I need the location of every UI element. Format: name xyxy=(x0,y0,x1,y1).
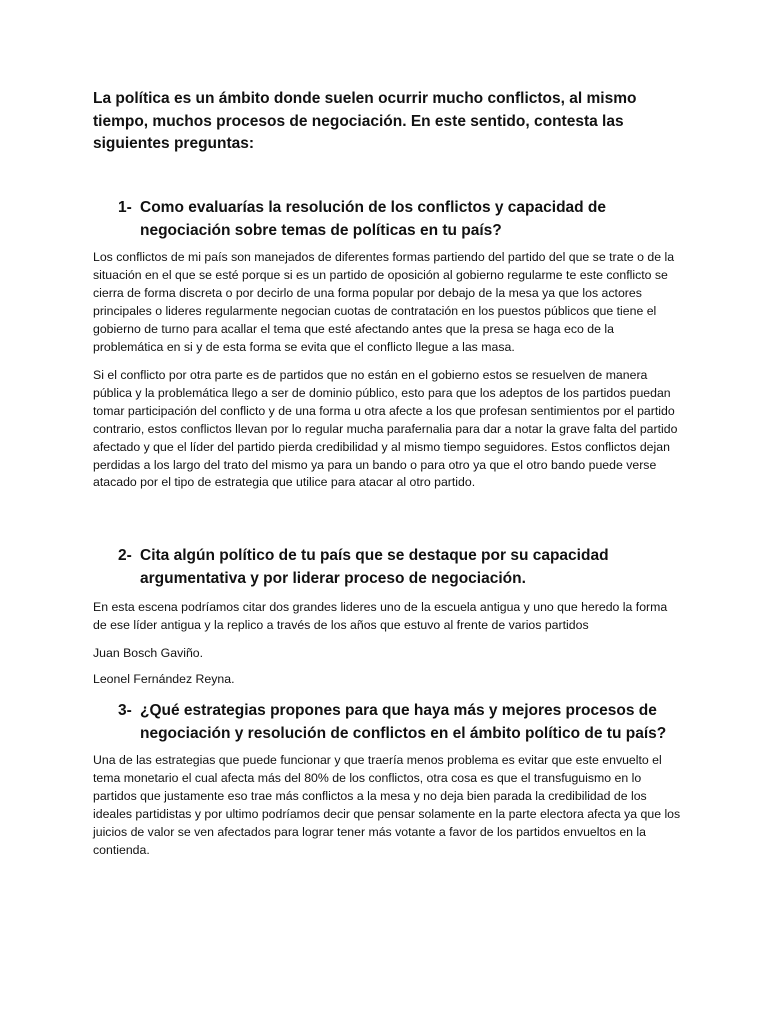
answer-3-paragraph: Una de las estrategias que puede funcionar y que traería menos problema es evitar que este envuelto el tema monetario el cual afecta más del 80% de los conflictos, otra cosa es que el transfuguismo en lo partidos que justamente eso trae más conflictos a la mesa y no deja bien parada la credibilidad de los ideales partidistas y por ultimo podríamos decir que pensar solamente en la parte electora afecta ya que los juicios de valor se ven afectados para lograr tener más votante a favor de los partidos envueltos en la contienda. xyxy=(93,753,681,857)
answer-1-paragraph-2: Si el conflicto por otra parte es de partidos que no están en el gobierno estos se resuelven de manera pública y la problemática llego a ser de dominio público, esto para que los adeptos de los partidos puedan tomar participación del conflicto y de una forma u otra afecte a los que profesan sentimientos por el partido contrario, estos conflictos llevan por lo regular mucha parafernalia para dar a notar la grave falta del partido afectado y que el líder del partido pierda credibilidad y al mismo tiempo seguidores. Estos conflictos dejan perdidas a los largo del trato del mismo ya para un bando o para otro ya que el otro bando puede verse atacado por el tipo de estrategia que utilice para atacar al otro partido. xyxy=(93,368,678,490)
politician-name-2: Leonel Fernández Reyna. xyxy=(93,672,235,686)
question-3-number: 3- xyxy=(118,702,132,719)
answer-2-paragraph: En esta escena podríamos citar dos grandes lideres uno de la escuela antigua y uno que heredo la forma de ese líder antigua y la replico a través de los años que estuvo al frente de varios partidos xyxy=(93,600,668,632)
question-2-text: Cita algún político de tu país que se destaque por su capacidad argumentativa y por liderar proceso de negociación. xyxy=(140,547,609,587)
intro-paragraph: La política es un ámbito donde suelen ocurrir mucho conflictos, al mismo tiempo, muchos procesos de negociación. En este sentido, contesta las siguientes preguntas: xyxy=(93,90,637,152)
question-2 xyxy=(118,545,698,590)
question-2-number: 2- xyxy=(118,547,132,564)
question-1-number: 1- xyxy=(118,199,132,216)
question-1-text: Como evaluarías la resolución de los conflictos y capacidad de negociación sobre temas de políticas en tu país? xyxy=(140,199,607,239)
question-3 xyxy=(118,700,698,745)
question-3-text: ¿Qué estrategias propones para que haya más y mejores procesos de negociación y resolución de conflictos en el ámbito político de tu país? xyxy=(140,702,667,742)
answer-1-paragraph-1: Los conflictos de mi país son manejados de diferentes formas partiendo del partido del que se trate o de la situación en el que se esté porque si es un partido de oposición al gobierno regularme te este conflicto se cierra de forma discreta o por decirlo de una forma popular por debajo de la mesa ya que los actores principales o lideres regularmente negocian cuotas de contratación en los puestos públicos que tiene el gobierno de turno para acallar el tema que esté afectando antes que la presa se haga eco de la problemática en si y de esta forma se evita que el conflicto llegue a las masa. xyxy=(93,250,675,354)
question-1 xyxy=(118,197,698,242)
politician-name-1: Juan Bosch Gaviño. xyxy=(93,646,204,660)
